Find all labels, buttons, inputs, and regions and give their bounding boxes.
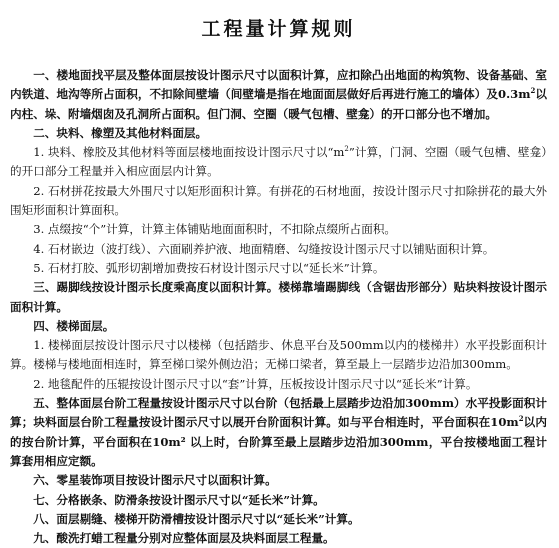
rule-paragraph: 2. 石材拼花按最大外围尺寸以矩形面积计算。有拼花的石材地面，按设计图示尺寸扣除拼花的最大外围矩形面积计算面积。	[10, 183, 547, 218]
rule-paragraph: 4. 石材嵌边（波打线）、六面刷养护液、地面精磨、勾缝按设计图示尺寸以铺贴面积计算。	[33, 241, 495, 256]
document-body	[10, 66, 547, 548]
section-paragraph: 七、分格嵌条、防滑条按设计图示尺寸以“延长米”计算。	[33, 492, 325, 507]
section-paragraph: 九、酸洗打蜡工程量分别对应整体面层及块料面层工程量。	[33, 531, 335, 546]
rule-paragraph: 3. 点缀按“个”计算，计算主体铺贴地面面积时，不扣除点缀所占面积。	[33, 222, 397, 237]
section-paragraph: 六、零星装饰项目按设计图示尺寸以面积计算。	[33, 473, 277, 488]
section-paragraph: 三、踢脚线按设计图示长度乘高度以面积计算。楼梯靠墙踢脚线（含锯齿形部分）贴块料按设计图示面积计算。	[10, 280, 547, 314]
rule-paragraph: 2. 地毯配件的压辊按设计图示尺寸以“套”计算，压板按设计图示尺寸以“延长米”计算。	[33, 376, 478, 391]
rule-paragraph: 1. 块料、橡胶及其他材料等面层楼地面按设计图示尺寸以“$m^2$”计算，门洞、空圈（暖气包槽、壁龛）的开口部分工程量并入相应面层内计算。	[10, 145, 547, 179]
rule-paragraph: 1. 楼梯面层按设计图示尺寸以楼梯（包括踏步、休息平台及500mm以内的楼梯井）水平投影面积计算。楼梯与楼地面相连时，算至梯口梁外侧边沿；无梯口梁者，算至最上一层踏步边沿加300mm。	[10, 338, 547, 372]
rule-paragraph: 5. 石材打胶、弧形切割增加费按石材设计图示尺寸以“延长米”计算。	[33, 260, 385, 275]
section-paragraph: 八、面层剔缝、楼梯开防滑槽按设计图示尺寸以“延长米”计算。	[33, 511, 360, 526]
document-title: 工程量计算规则	[201, 18, 356, 40]
section-paragraph: 五、整体面层台阶工程量按设计图示尺寸以台阶（包括最上层踏步边沿加300mm）水平投影面积计算；块料面层台阶工程量按设计图示尺寸以展开台阶面积计算。如与平台相连时，平台面积在$10m^2$以内的按台阶计算，平台面积在10m² 以上时，台阶算至最上层踏步边沿加300mm，平台按楼地面工程计算套用相应定额。	[10, 396, 547, 468]
section-paragraph: 四、楼梯面层。	[33, 318, 115, 333]
section-paragraph: 二、块料、橡塑及其他材料面层。	[33, 125, 208, 140]
section-paragraph: 一、楼地面找平层及整体面层按设计图示尺寸以面积计算，应扣除凸出地面的构筑物、设备基础、室内铁道、地沟等所占面积，不扣除间壁墙（间壁墙是指在地面面层做好后再进行施工的墙体）及$0.3m^2$以内柱、垛、附墙烟囱及孔洞所占面积。但门洞、空圈（暖气包槽、壁龛）的开口部分也不增加。	[10, 68, 547, 121]
